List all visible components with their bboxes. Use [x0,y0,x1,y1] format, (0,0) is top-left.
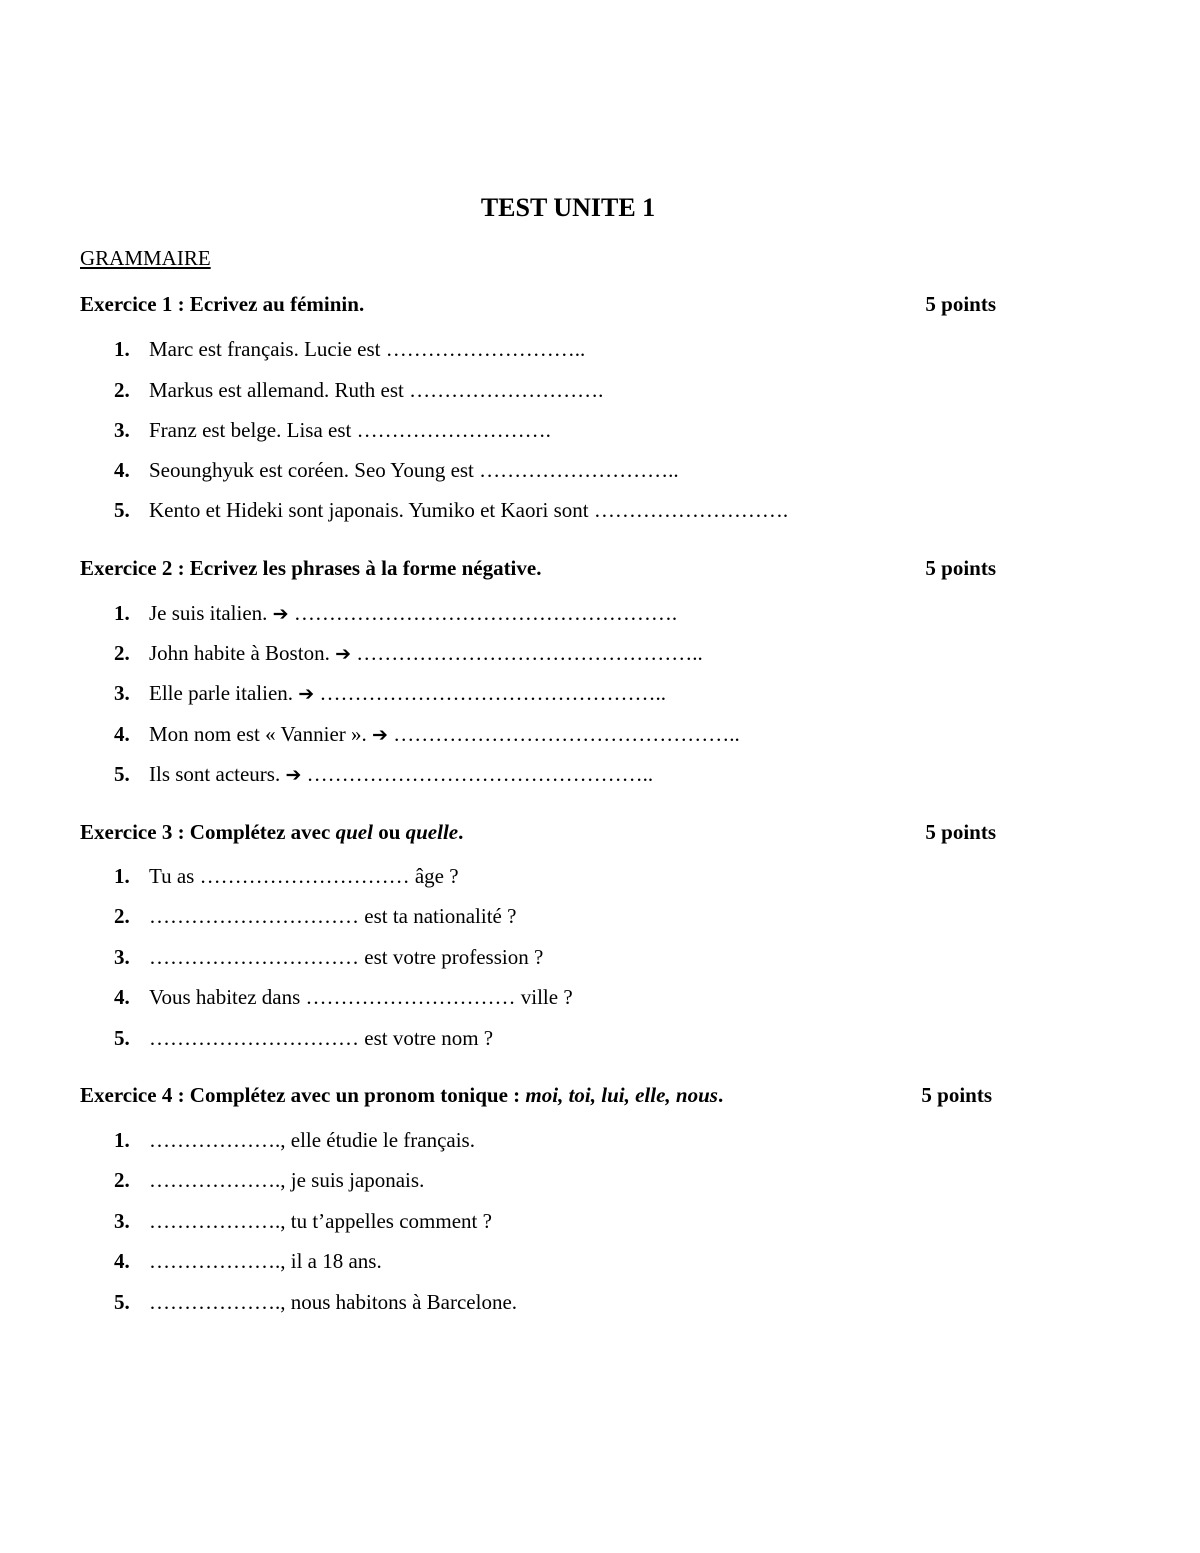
exercise-3-item [114,1026,493,1051]
exercise-1-item [114,418,551,443]
exercise-2-item [114,601,677,626]
item-number: 1. [114,1128,130,1152]
item-text: ………………………… est votre profession ? [149,945,544,969]
exercise-4-points: 5 points [921,1083,992,1107]
answer-blank: ………………………………………………. [288,601,678,625]
heading-text: . [458,820,464,844]
keyword-quelle: quelle [405,820,459,844]
exercise-2-item [114,681,666,706]
item-text: Je suis italien. [149,601,273,625]
item-number: 3. [114,945,130,969]
exercise-4-item [114,1290,517,1315]
exercise-4-item [114,1209,492,1234]
arrow-right-icon: ➔ [335,643,351,665]
exercise-1-item [114,337,585,362]
heading-text: ou [372,820,406,844]
item-number: 3. [114,681,130,705]
item-text: Markus est allemand. Ruth est ………………………. [149,378,604,402]
item-number: 3. [114,1209,130,1233]
item-text: Mon nom est « Vannier ». [149,722,373,746]
item-text: Marc est français. Lucie est ……………………….. [149,337,586,361]
exercise-4-item [114,1128,475,1153]
exercise-4-heading [80,1083,992,1108]
item-text: Elle parle italien. [149,681,299,705]
item-text: ………………., nous habitons à Barcelone. [149,1290,518,1314]
exercise-1-title: Exercice 1 : Ecrivez au féminin. [80,292,365,316]
exercise-1-item [114,378,603,403]
exercise-2-title: Exercice 2 : Ecrivez les phrases à la forme négative. [80,556,542,580]
heading-text: Exercice 3 : Complétez avec [80,820,336,844]
arrow-right-icon: ➔ [285,764,302,786]
arrow-right-icon: ➔ [272,603,289,625]
item-text: Tu as ………………………… âge ? [149,864,459,888]
exercise-3-item [114,864,459,889]
item-number: 1. [114,337,130,361]
exercise-3-item [114,985,573,1010]
item-number: 2. [114,904,130,928]
item-number: 2. [114,378,130,402]
item-text: Kento et Hideki sont japonais. Yumiko et Kaori sont ………………………. [149,498,789,522]
item-number: 3. [114,418,130,442]
item-text: ………………., je suis japonais. [149,1168,425,1192]
item-number: 5. [114,762,130,786]
exercise-2-heading [80,556,996,581]
exercise-3-heading [80,820,996,845]
pronoun-list: moi, toi, lui, elle, nous [525,1083,718,1107]
arrow-right-icon: ➔ [298,683,315,705]
heading-text: Exercice 4 : Complétez avec un pronom tonique : [80,1083,526,1107]
exercise-2-item [114,762,653,787]
page-title: TEST UNITE 1 [480,193,656,222]
exercise-4-item [114,1168,424,1193]
item-number: 4. [114,722,130,746]
exercise-1-heading [80,292,996,317]
exercise-1-item [114,458,679,483]
exercise-3-points: 5 points [925,820,996,844]
item-number: 5. [114,1026,130,1050]
item-text: Seounghyuk est coréen. Seo Young est ……………………….. [149,458,679,482]
item-text: John habite à Boston. [149,641,336,665]
answer-blank: ………………………………………….. [314,681,666,705]
arrow-right-icon: ➔ [372,724,388,746]
item-number: 4. [114,1249,130,1273]
item-text: Vous habitez dans ………………………… ville ? [149,985,573,1009]
item-number: 5. [114,498,130,522]
item-text: ………………………… est votre nom ? [149,1026,494,1050]
exercise-3-item [114,945,543,970]
answer-blank: ………………………………………….. [351,641,703,665]
exercise-2-points: 5 points [925,556,996,580]
item-text: Ils sont acteurs. [149,762,286,786]
item-text: ………………., il a 18 ans. [149,1249,382,1273]
item-number: 1. [114,864,130,888]
item-number: 2. [114,1168,130,1192]
item-text: Franz est belge. Lisa est ………………………. [149,418,551,442]
item-text: ………………………… est ta nationalité ? [149,904,517,928]
item-number: 5. [114,1290,130,1314]
exercise-4-title [80,1083,723,1107]
item-number: 2. [114,641,130,665]
exercise-2-item [114,722,740,747]
keyword-quel: quel [335,820,373,844]
item-text: ………………., tu t’appelles comment ? [149,1209,492,1233]
exercise-4-item [114,1249,382,1274]
exercise-3-title [80,820,463,844]
exercise-3-item [114,904,516,929]
item-number: 4. [114,458,130,482]
answer-blank: ………………………………………….. [301,762,654,786]
item-text: ………………., elle étudie le français. [149,1128,475,1152]
item-number: 4. [114,985,130,1009]
exercise-1-item [114,498,788,523]
exercise-2-item [114,641,703,666]
item-number: 1. [114,601,130,625]
heading-text: . [717,1083,724,1107]
section-heading: GRAMMAIRE [80,246,211,270]
answer-blank: ………………………………………….. [387,722,740,746]
exercise-1-points: 5 points [925,292,996,316]
